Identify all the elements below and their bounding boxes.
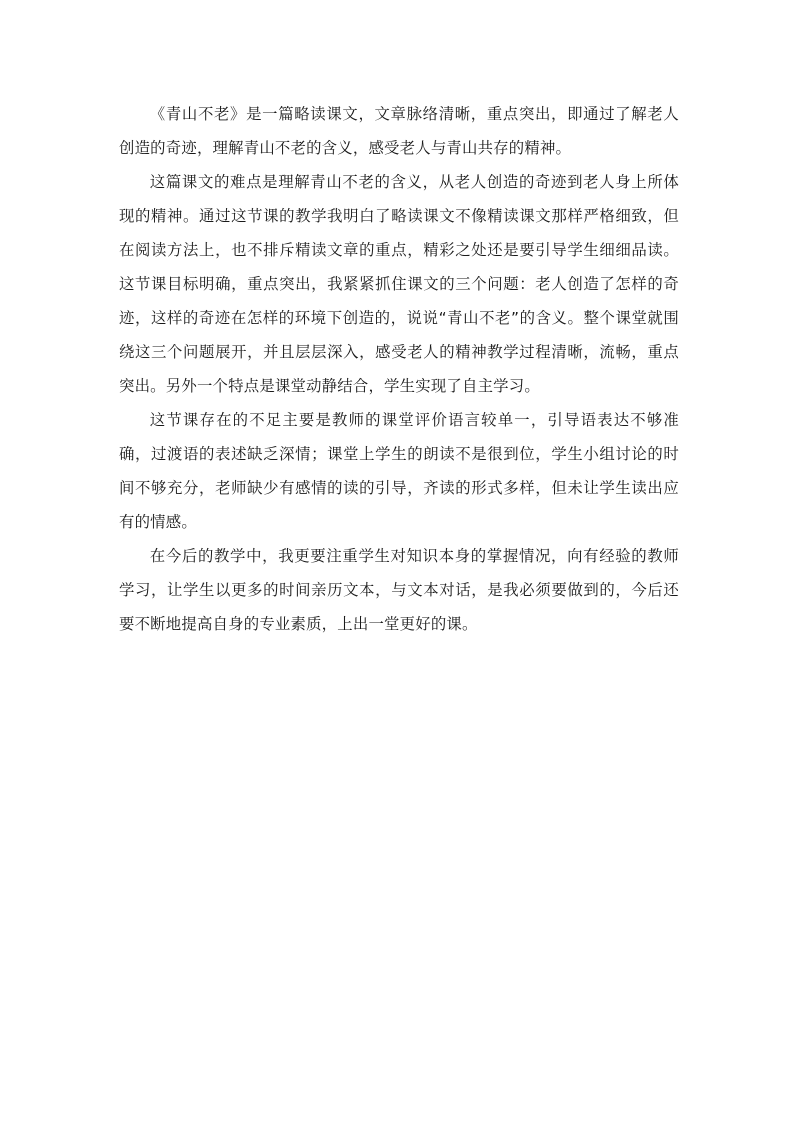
paragraph-2: 这篇课文的难点是理解青山不老的含义，从老人创造的奇迹到老人身上所体现的精神。通过这节课的教学我明白了略读课文不像精读课文那样严格细致，但在阅读方法上，也不排斥精读文章的重点，精彩之处还是要引导学生细细品读。这节课目标明确，重点突出，我紧紧抓住课文的三个问题：老人创造了怎样的奇迹，这样的奇迹在怎样的环境下创造的，说说“青山不老”的含义。整个课堂就围绕这三个问题展开，并且层层深入，感受老人的精神教学过程清晰，流畅，重点突出。另外一个特点是课堂动静结合，学生实现了自主学习。 <box>119 173 679 395</box>
paragraph-1: 《青山不老》是一篇略读课文，文章脉络清晰，重点突出，即通过了解老人创造的奇迹，理解青山不老的含义，感受老人与青山共存的精神。 <box>119 105 679 157</box>
paragraph-4: 在今后的教学中，我更要注重学生对知识本身的掌握情况，向有经验的教师学习，让学生以更多的时间亲历文本，与文本对话，是我必须要做到的，今后还要不断地提高自身的专业素质，上出一堂更好的课。 <box>119 547 679 633</box>
paragraph-3: 这节课存在的不足主要是教师的课堂评价语言较单一，引导语表达不够准确，过渡语的表述缺乏深情；课堂上学生的朗读不是很到位，学生小组讨论的时间不够充分，老师缺少有感情的读的引导，齐读的形式多样，但未让学生读出应有的情感。 <box>119 411 679 531</box>
document-body <box>119 97 679 641</box>
